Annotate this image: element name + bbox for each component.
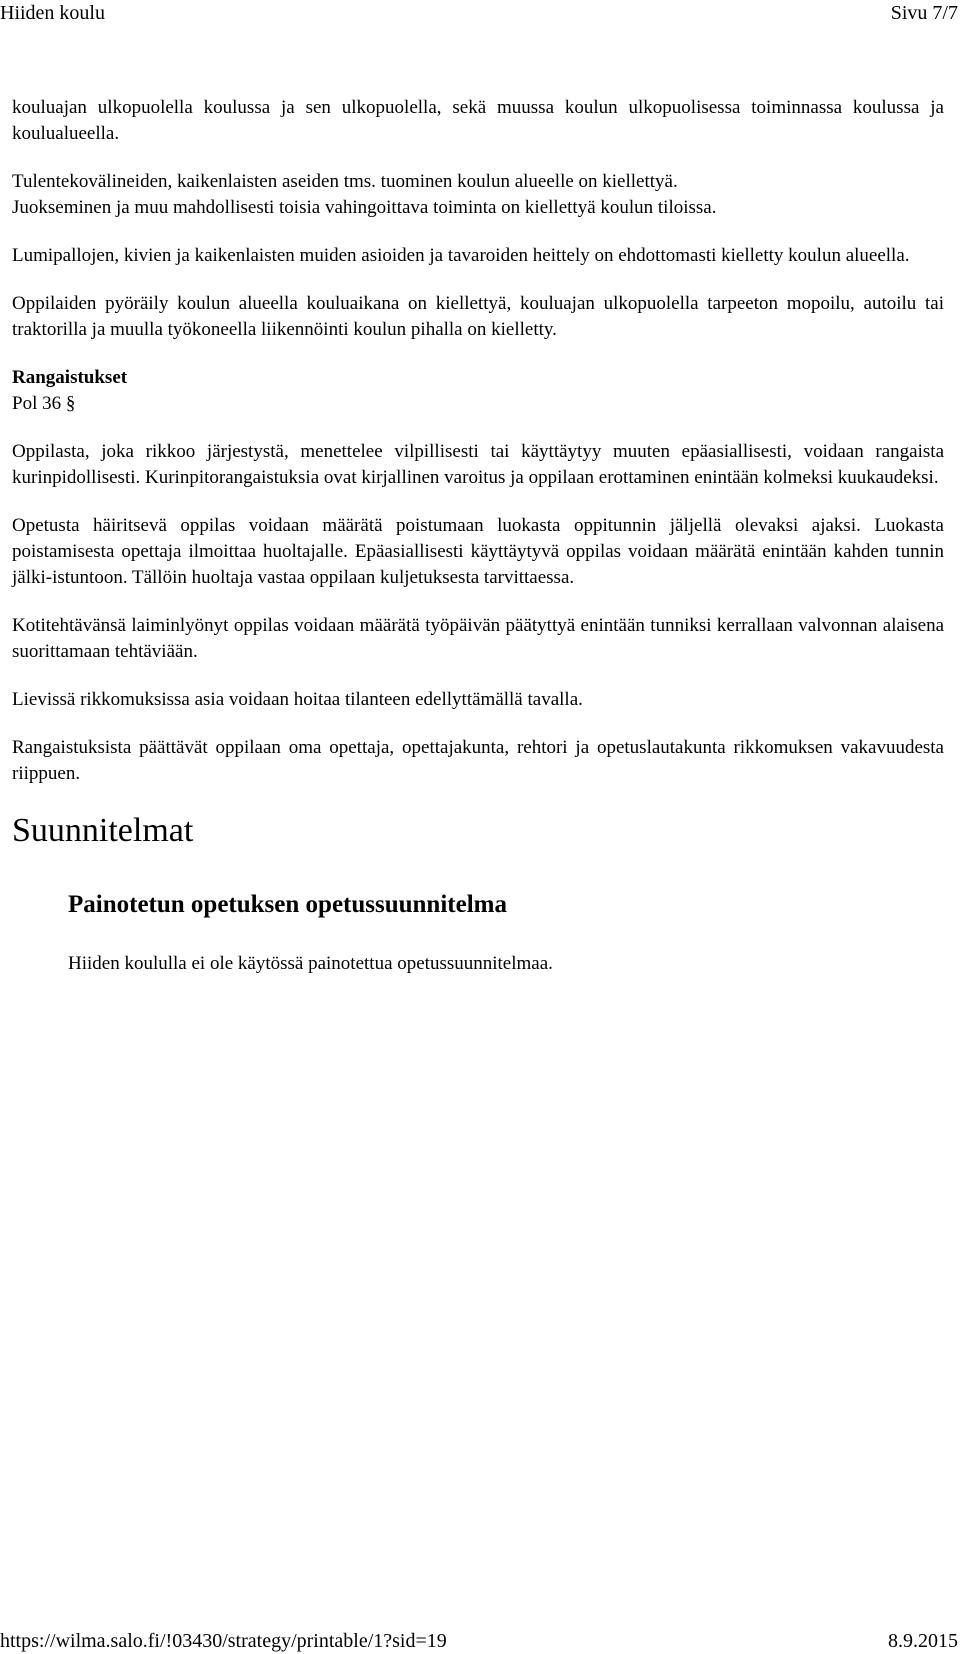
heading-rangaistukset: Rangaistukset: [12, 367, 128, 388]
header-school-name: Hiiden koulu: [0, 2, 105, 24]
footer-url: https://wilma.salo.fi/!03430/strategy/printable/1?sid=19: [0, 1630, 447, 1652]
paragraph-decision-makers: Rangaistuksista päättävät oppilaan oma opettaja, opettajakunta, rehtori ja opetuslautakunta rikkomuksen vakavuudesta riippuen.: [12, 737, 944, 784]
paragraph-removal-from-class: Opetusta häiritsevä oppilas voidaan määrätä poistumaan luokasta oppitunnin jäljellä olevaksi ajaksi. Luokasta poistamisesta opettaja ilmoittaa huoltajalle. Epäasiallisesti käyttäytyvä oppilas voidaan määrätä enintään kahden tunnin jälki-istuntoon. Tällöin huoltaja vastaa oppilaan kuljetuksesta tarvittaessa.: [12, 515, 944, 588]
page-footer: [0, 1628, 960, 1654]
header-page-number: Sivu 7/7: [890, 2, 958, 24]
heading-painotettu-opetus: Painotetun opetuksen opetussuunnitelma: [68, 891, 507, 918]
page-header: [0, 0, 960, 26]
paragraph-no-curriculum: Hiiden koululla ei ole käytössä painotettua opetussuunnitelmaa.: [68, 953, 553, 974]
heading-suunnitelmat: Suunnitelmat: [12, 812, 194, 849]
paragraph-homework: Kotitehtävänsä laiminlyönyt oppilas voidaan määrätä työpäivän päätyttyä enintään tunniksi kerrallaan valvonnan alaisena suorittamaan tehtäviään.: [12, 615, 944, 662]
document-content: [12, 95, 944, 977]
footer-date: 8.9.2015: [888, 1630, 958, 1652]
law-reference: Pol 36 §: [12, 393, 76, 414]
paragraph-school-hours: kouluajan ulkopuolella koulussa ja sen ulkopuolella, sekä muussa koulun ulkopuolisessa toiminnassa koulussa ja koulualueella.: [12, 97, 944, 144]
paragraph-fire-weapons: Tulentekovälineiden, kaikenlaisten aseiden tms. tuominen koulun alueelle on kiellettyä.: [12, 171, 678, 192]
paragraph-minor-offences: Lievissä rikkomuksissa asia voidaan hoitaa tilanteen edellyttämällä tavalla.: [12, 689, 583, 710]
paragraph-discipline: Oppilasta, joka rikkoo järjestystä, menettelee vilpillisesti tai käyttäytyy muuten epäasiallisesti, voidaan rangaista kurinpidollisesti. Kurinpitorangaistuksia ovat kirjallinen varoitus ja oppilaan erottaminen enintään kolmeksi kuukaudeksi.: [12, 441, 944, 488]
paragraph-running: Juokseminen ja muu mahdollisesti toisia vahingoittava toiminta on kiellettyä koulun tiloissa.: [12, 197, 717, 218]
paragraph-throwing: Lumipallojen, kivien ja kaikenlaisten muiden asioiden ja tavaroiden heittely on ehdottomasti kielletty koulun alueella.: [12, 245, 910, 266]
paragraph-cycling: Oppilaiden pyöräily koulun alueella kouluaikana on kiellettyä, kouluajan ulkopuolella tarpeeton mopoilu, autoilu tai traktorilla ja muulla työkoneella liikennöinti koulun pihalla on kielletty.: [12, 293, 944, 340]
